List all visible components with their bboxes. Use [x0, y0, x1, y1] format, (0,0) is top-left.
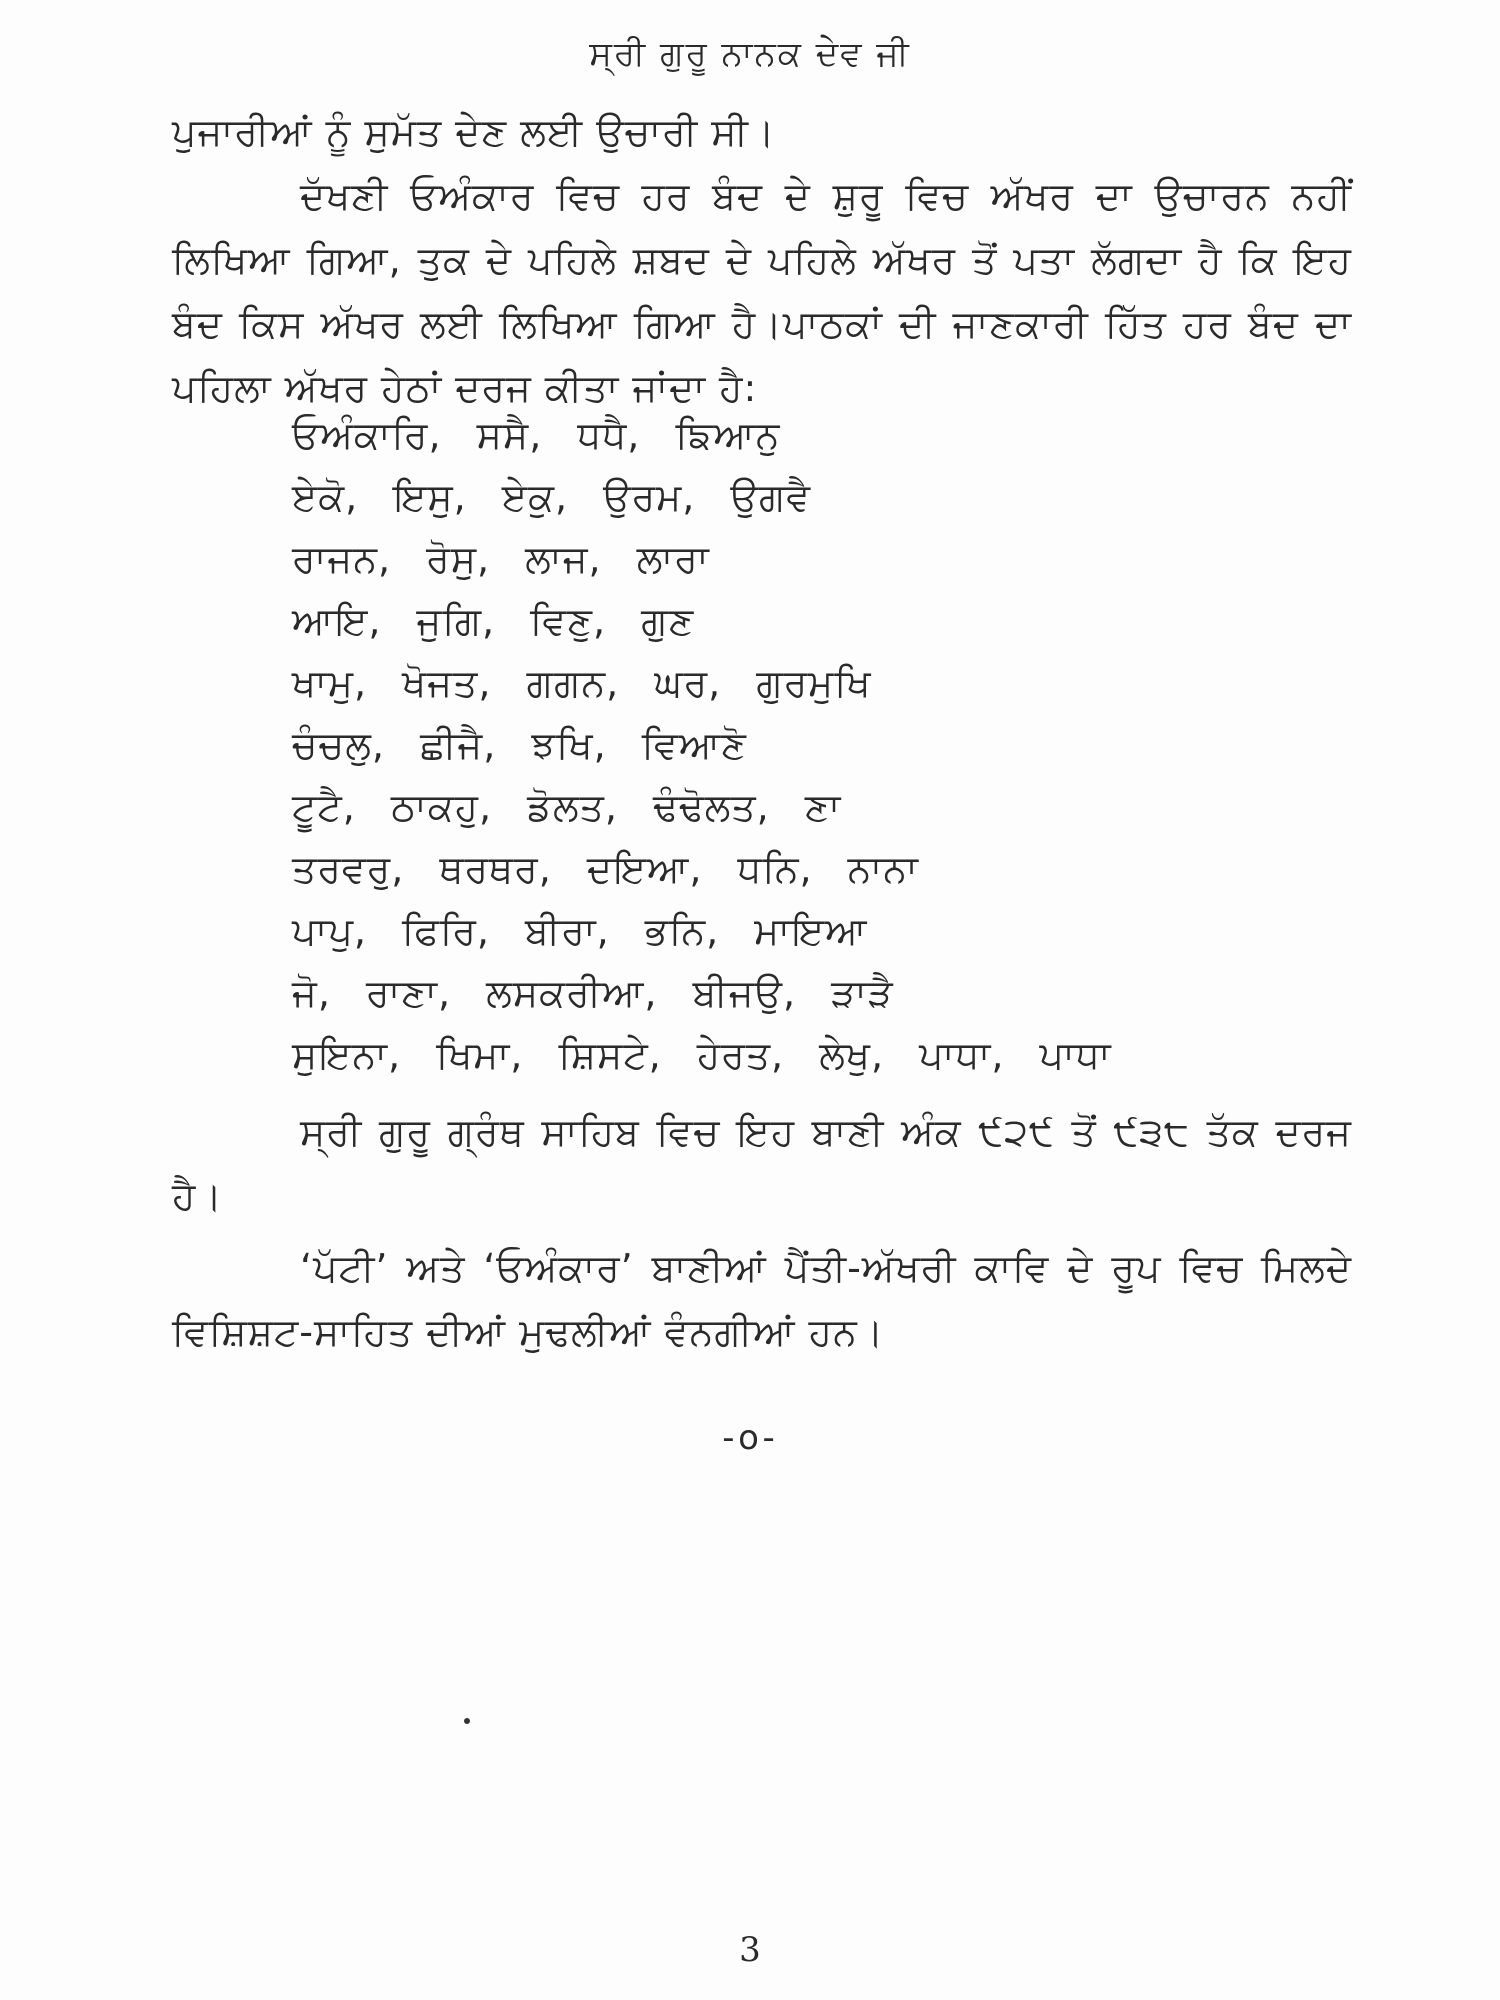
list-item: ਤਰਵਰੁ, ਥਰਥਰ, ਦਇਆ, ਧਨਿ, ਨਾਨਾ [292, 847, 919, 891]
paragraph-granth-pages: ਸ੍ਰੀ ਗੁਰੂ ਗ੍ਰੰਥ ਸਾਹਿਬ ਵਿਚ ਇਹ ਬਾਣੀ ਅੰਕ ੯੨੯ ਤੋਂ ੯੩੮ ਤੱਕ ਦਰਜ ਹੈ। [172, 1110, 1352, 1218]
paragraph-onkar-explanation: ਦੱਖਣੀ ਓਅੰਕਾਰ ਵਿਚ ਹਰ ਬੰਦ ਦੇ ਸ਼ੁਰੂ ਵਿਚ ਅੱਖਰ ਦਾ ਉਚਾਰਨ ਨਹੀਂ ਲਿਖਿਆ ਗਿਆ, ਤੁਕ ਦੇ ਪਹਿਲੇ ਸ਼ਬਦ ਦੇ ਪਹਿਲੇ ਅੱਖਰ ਤੋਂ ਪਤਾ ਲੱਗਦਾ ਹੈ ਕਿ ਇਹ ਬੰਦ ਕਿਸ ਅੱਖਰ ਲਈ ਲਿਖਿਆ ਗਿਆ ਹੈ।ਪਾਠਕਾਂ ਦੀ ਜਾਣਕਾਰੀ ਹਿੱਤ ਹਰ ਬੰਦ ਦਾ ਪਹਿਲਾ ਅੱਖਰ ਹੇਠਾਂ ਦਰਜ ਕੀਤਾ ਜਾਂਦਾ ਹੈ: [172, 174, 1352, 410]
running-header: ਸ੍ਰੀ ਗੁਰੂ ਨਾਨਕ ਦੇਵ ਜੀ [589, 34, 911, 74]
granth-reference-text [172, 1100, 1352, 1228]
list-item: ਟੂਟੈ, ਠਾਕਹੁ, ਡੋਲਤ, ਢੰਢੋਲਤ, ਣਾ [292, 785, 842, 829]
list-item: ਪਾਪੁ, ਫਿਰਿ, ਬੀਰਾ, ਭਨਿ, ਮਾਇਆ [292, 909, 868, 953]
paragraph-patti-onkar: ‘ਪੱਟੀ’ ਅਤੇ ‘ਓਅੰਕਾਰ’ ਬਾਣੀਆਂ ਪੈਂਤੀ-ਅੱਖਰੀ ਕਾਵਿ ਦੇ ਰੂਪ ਵਿਚ ਮਿਲਦੇ ਵਿਸ਼ਿਸ਼ਟ-ਸਾਹਿਤ ਦੀਆਂ ਮੁਢਲੀਆਂ ਵੰਨਗੀਆਂ ਹਨ। [172, 1246, 1352, 1354]
list-item: ਏਕੋ, ਇਸੁ, ਏਕੁ, ਉਰਮ, ਉਗਵੈ [292, 475, 812, 519]
page-number: 3 [739, 1930, 761, 1970]
ink-speck [464, 1718, 470, 1724]
list-item: ਸੁਇਨਾ, ਖਿਮਾ, ਸ਼ਿਸਟੇ, ਹੇਰਤ, ਲੇਖੁ, ਪਾਧਾ, ਪਾਧਾ [292, 1033, 1112, 1077]
list-item: ਰਾਜਨ, ਰੋਸੁ, ਲਾਜ, ਲਾਰਾ [292, 537, 710, 581]
paragraph-continuation: ਪੁਜਾਰੀਆਂ ਨੂੰ ਸੁਮੱਤ ਦੇਣ ਲਈ ਉਚਾਰੀ ਸੀ। [172, 110, 776, 154]
list-item: ਓਅੰਕਾਰਿ, ਸਸੈ, ਧਧੈ, ਙਿਆਨੁ [292, 413, 781, 457]
intro-text [172, 100, 1352, 420]
closing-text [172, 1236, 1352, 1364]
list-item: ਆਇ, ਜੁਗਿ, ਵਿਣੁ, ਗੁਣ [292, 599, 695, 643]
list-item: ਚੰਚਲੁ, ਛੀਜੈ, ਝਖਿ, ਵਿਆਣੋ [292, 723, 747, 767]
list-item: ਖਾਮੁ, ਖੋਜਤ, ਗਗਨ, ਘਰ, ਗੁਰਮੁਖਿ [292, 661, 872, 705]
list-item: ਜੋ, ਰਾਣਾ, ਲਸਕਰੀਆ, ਬੀਜਉ, ੜਾੜੈ [292, 971, 894, 1015]
first-letters-list [292, 404, 1112, 1086]
section-separator: -o- [722, 1418, 778, 1458]
